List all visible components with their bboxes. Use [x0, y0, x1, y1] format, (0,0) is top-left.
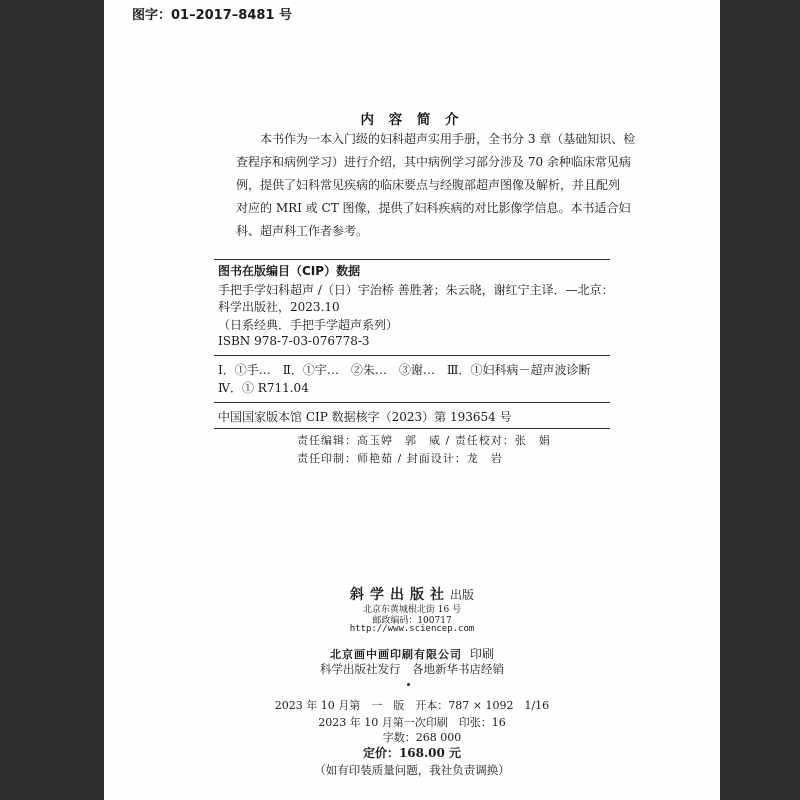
printer-line [104, 643, 720, 662]
copyright-registration: 图字：01–2017–8481 号 [132, 8, 292, 23]
divider [214, 355, 610, 356]
printing-line: 2023 年 10 月第一次印刷 印张：16 [318, 716, 506, 729]
quality-note: （如有印装质量问题，我社负责调换） [314, 763, 510, 777]
edition-line: 2023 年 10 月第 一 版 开本：787 × 1092 1/16 [274, 699, 550, 712]
publisher-logo: 斜学出版社 [349, 587, 450, 603]
publisher-suffix: 出版 [449, 588, 474, 602]
publisher-line [104, 584, 720, 604]
divider [214, 428, 610, 429]
printer-name: 北京画中画印刷有限公司 [329, 648, 462, 661]
divider [214, 259, 610, 260]
intro-line: 查程序和病例学习）进行介绍，其中病例学习部分涉及 70 余种临床常见病 [236, 155, 631, 169]
price: 定价：168.00 元 [362, 746, 462, 760]
cip-classification-2: Ⅳ．① R711.04 [218, 381, 309, 395]
copyright-page [104, 0, 720, 800]
separator-dot [407, 683, 410, 686]
printer-suffix: 印刷 [469, 647, 494, 661]
production-credits: 责任印制：师艳茹 / 封面设计：龙 岩 [297, 452, 503, 465]
cip-archive-number: 中国国家版本馆 CIP 数据核字（2023）第 193654 号 [218, 410, 512, 424]
intro-line: 例，提供了妇科常见疾病的临床要点与经腹部超声图像及解析，并且配列 [236, 178, 621, 192]
word-count: 字数：268 000 [382, 731, 462, 744]
cip-publisher-line: 科学出版社，2023.10 [218, 300, 340, 314]
cip-series-line: （日系经典．手把手学超声系列） [218, 318, 399, 332]
intro-line: 本书作为一本入门级的妇科超声实用手册，全书分 3 章（基础知识、检 [260, 132, 636, 146]
intro-line: 对应的 MRI 或 CT 图像，提供了妇科疾病的对比影像学信息。本书适合妇 [236, 201, 631, 215]
cip-heading: 图书在版编目（CIP）数据 [218, 264, 361, 278]
publisher-url: http://www.sciencep.com [349, 624, 475, 634]
intro-title: 内 容 简 介 [360, 112, 464, 128]
cip-isbn: ISBN 978-7-03-076778-3 [218, 334, 370, 348]
cip-classification-1: Ⅰ．①手… Ⅱ．①宇… ②朱… ③谢… Ⅲ．①妇科病－超声波诊断 [218, 363, 591, 377]
distribution-line: 科学出版社发行 各地新华书店经销 [320, 662, 504, 676]
intro-line: 科、超声科工作者参考。 [236, 224, 369, 238]
cip-title-line: 手把手学妇科超声 /（日）宇治桥 善胜著；朱云晓，谢红宁主译．—北京： [218, 283, 614, 297]
publisher-postcode: 邮政编码：100717 [372, 616, 452, 626]
intro-body [236, 128, 636, 243]
editor-credits: 责任编辑：高玉婷 郭 威 / 责任校对：张 娟 [297, 434, 551, 447]
divider [214, 402, 610, 403]
publisher-address: 北京东黄城根北街 16 号 [362, 605, 462, 615]
